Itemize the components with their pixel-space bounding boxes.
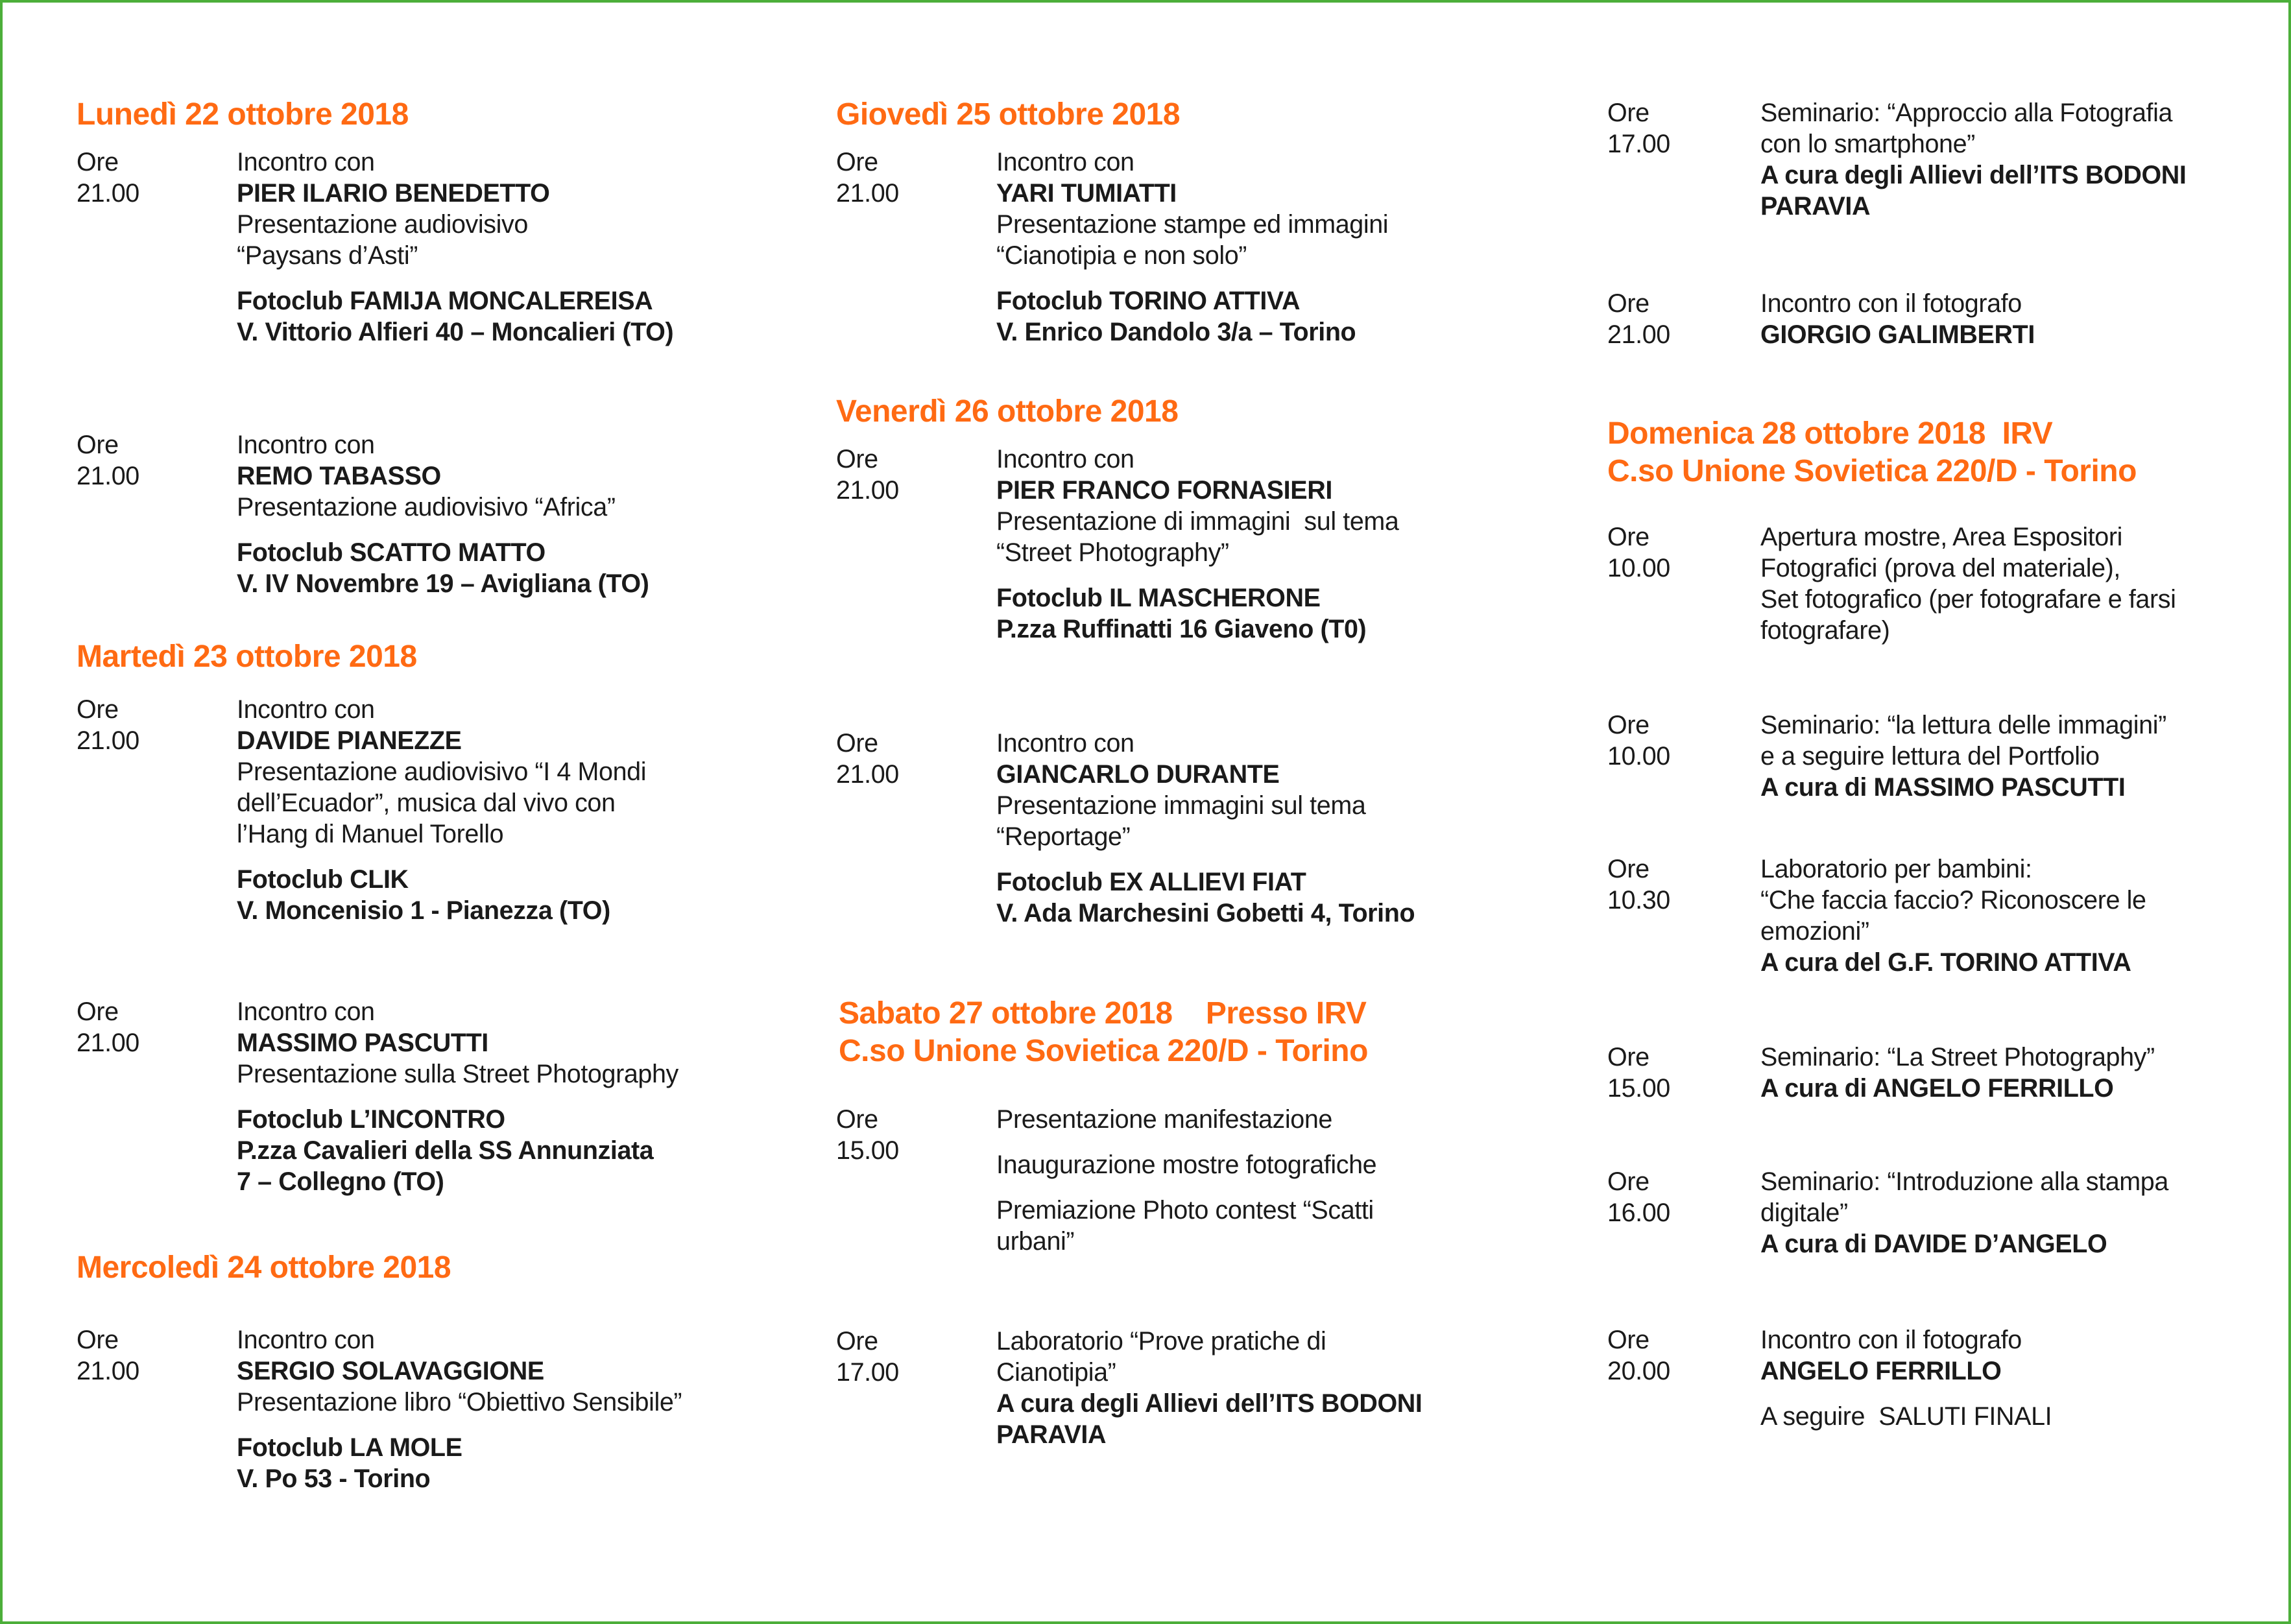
- time-label: Ore: [1607, 523, 1649, 551]
- event-time: [1607, 1166, 1763, 1228]
- event-details: [237, 429, 649, 599]
- event-text: urbani”: [996, 1227, 1075, 1256]
- event-highlight: REMO TABASSO: [237, 462, 441, 490]
- time-label: Ore: [836, 1105, 878, 1134]
- day-heading: [77, 638, 417, 676]
- event-highlight: Fotoclub IL MASCHERONE: [996, 584, 1321, 612]
- day-heading-line: Mercoledì 24 ottobre 2018: [77, 1250, 451, 1285]
- event-details: [1760, 288, 2035, 350]
- day-heading: [836, 96, 1180, 134]
- event-details: [996, 1326, 1422, 1450]
- event-text: Cianotipia”: [996, 1358, 1116, 1387]
- event-text: Presentazione di immagini sul tema: [996, 507, 1399, 536]
- time-value: 21.00: [1607, 320, 1670, 349]
- event-details: [1760, 1166, 2168, 1260]
- event-text: Presentazione audiovisivo “Africa”: [237, 493, 616, 521]
- event-details: [996, 728, 1415, 929]
- event-text: Incontro con il fotografo: [1760, 1326, 2022, 1354]
- event-text: digitale”: [1760, 1199, 1848, 1227]
- time-label: Ore: [1607, 1326, 1649, 1354]
- event-highlight: Fotoclub LA MOLE: [237, 1433, 462, 1462]
- day-heading: [77, 1249, 451, 1287]
- event-time: [836, 444, 992, 506]
- time-value: 21.00: [77, 179, 139, 208]
- event-details: [1760, 710, 2166, 803]
- event-details: [1760, 97, 2187, 222]
- spacer: [237, 1090, 678, 1104]
- event-text: con lo smartphone”: [1760, 130, 1975, 158]
- time-label: Ore: [836, 148, 878, 176]
- event-text: “Street Photography”: [996, 538, 1229, 567]
- event-time: [836, 147, 992, 209]
- time-value: 17.00: [1607, 130, 1670, 158]
- event-text: Laboratorio “Prove pratiche di: [996, 1327, 1326, 1355]
- day-heading: [836, 393, 1178, 431]
- event-details: [1760, 1042, 2155, 1104]
- day-heading-line: C.so Unione Sovietica 220/D - Torino: [1607, 454, 2137, 488]
- event-details: [237, 147, 673, 348]
- event-text: Presentazione immagini sul tema: [996, 791, 1366, 820]
- event-text: Presentazione audiovisivo “I 4 Mondi: [237, 758, 647, 786]
- event-text: “Cianotipia e non solo”: [996, 241, 1247, 270]
- time-value: 17.00: [836, 1358, 899, 1387]
- event-text: Seminario: “la lettura delle immagini”: [1760, 711, 2166, 739]
- time-value: 10.00: [1607, 554, 1670, 582]
- event-text: Presentazione manifestazione: [996, 1105, 1332, 1134]
- day-heading-line: Lunedì 22 ottobre 2018: [77, 97, 409, 132]
- event-details: [237, 1324, 682, 1494]
- event-time: [1607, 1324, 1763, 1387]
- event-time: [1607, 854, 1763, 916]
- event-text: A seguire SALUTI FINALI: [1760, 1402, 2052, 1431]
- event-highlight: PARAVIA: [1760, 192, 1871, 221]
- spacer: [237, 271, 673, 285]
- event-details: [996, 147, 1388, 348]
- event-highlight: P.zza Cavalieri della SS Annunziata: [237, 1136, 654, 1165]
- day-heading: [839, 995, 1368, 1070]
- event-text: Presentazione libro “Obiettivo Sensibile”: [237, 1388, 682, 1416]
- time-value: 20.00: [1607, 1357, 1670, 1385]
- event-highlight: Fotoclub FAMIJA MONCALEREISA: [237, 287, 653, 315]
- time-value: 15.00: [1607, 1074, 1670, 1103]
- time-label: Ore: [1607, 855, 1649, 883]
- time-label: Ore: [1607, 1043, 1649, 1071]
- event-text: Seminario: “Approccio alla Fotografia: [1760, 99, 2173, 127]
- day-heading: [1607, 415, 2137, 490]
- event-text: Incontro con: [237, 997, 375, 1026]
- time-label: Ore: [77, 695, 119, 724]
- event-highlight: P.zza Ruffinatti 16 Giaveno (T0): [996, 615, 1367, 643]
- day-heading: [77, 96, 409, 134]
- event-highlight: A cura del G.F. TORINO ATTIVA: [1760, 948, 2131, 977]
- event-text: Incontro con: [237, 148, 375, 176]
- event-text: Presentazione stampe ed immagini: [996, 210, 1389, 239]
- event-text: “Paysans d’Asti”: [237, 241, 418, 270]
- event-text: emozioni”: [1760, 917, 1869, 946]
- event-details: [1760, 521, 2176, 646]
- event-time: [77, 1324, 232, 1387]
- time-label: Ore: [836, 445, 878, 473]
- day-heading-line: Sabato 27 ottobre 2018 Presso IRV: [839, 996, 1367, 1031]
- event-highlight: YARI TUMIATTI: [996, 179, 1177, 208]
- event-highlight: Fotoclub EX ALLIEVI FIAT: [996, 868, 1306, 896]
- event-highlight: V. Moncenisio 1 - Pianezza (TO): [237, 896, 610, 925]
- event-time: [77, 147, 232, 209]
- event-text: Presentazione audiovisivo: [237, 210, 528, 239]
- event-text: Seminario: “Introduzione alla stampa: [1760, 1167, 2168, 1196]
- time-label: Ore: [836, 729, 878, 758]
- event-text: Inaugurazione mostre fotografiche: [996, 1151, 1377, 1179]
- event-highlight: V. Vittorio Alfieri 40 – Moncalieri (TO): [237, 318, 674, 346]
- time-value: 15.00: [836, 1136, 899, 1165]
- event-details: [237, 996, 678, 1197]
- event-time: [77, 996, 232, 1058]
- spacer: [996, 1135, 1376, 1149]
- event-highlight: SERGIO SOLAVAGGIONE: [237, 1357, 544, 1385]
- event-text: Laboratorio per bambini:: [1760, 855, 2032, 883]
- event-details: [237, 694, 646, 926]
- time-value: 21.00: [836, 760, 899, 789]
- event-text: Incontro con: [996, 729, 1134, 758]
- event-details: [1760, 854, 2146, 978]
- event-text: “Che faccia faccio? Riconoscere le: [1760, 886, 2146, 914]
- event-highlight: A cura degli Allievi dell’ITS BODONI: [1760, 161, 2187, 189]
- event-time: [836, 1104, 992, 1166]
- time-label: Ore: [1607, 99, 1649, 127]
- time-label: Ore: [1607, 1167, 1649, 1196]
- event-text: Premiazione Photo contest “Scatti: [996, 1196, 1374, 1224]
- day-heading-line: Domenica 28 ottobre 2018 IRV: [1607, 416, 2053, 451]
- event-text: Incontro con: [237, 695, 375, 724]
- spacer: [996, 852, 1415, 866]
- time-value: 10.30: [1607, 886, 1670, 914]
- event-time: [1607, 288, 1763, 350]
- event-highlight: Fotoclub CLIK: [237, 865, 409, 894]
- event-highlight: Fotoclub TORINO ATTIVA: [996, 287, 1301, 315]
- event-highlight: A cura di ANGELO FERRILLO: [1760, 1074, 2114, 1103]
- event-highlight: A cura degli Allievi dell’ITS BODONI: [996, 1389, 1422, 1418]
- event-highlight: A cura di MASSIMO PASCUTTI: [1760, 773, 2126, 802]
- time-value: 21.00: [77, 462, 139, 490]
- event-time: [1607, 710, 1763, 772]
- event-text: Incontro con il fotografo: [1760, 289, 2022, 318]
- time-value: 21.00: [836, 476, 899, 505]
- spacer: [996, 568, 1399, 582]
- day-heading-line: C.so Unione Sovietica 220/D - Torino: [839, 1034, 1368, 1068]
- event-highlight: V. Ada Marchesini Gobetti 4, Torino: [996, 899, 1415, 927]
- event-time: [77, 429, 232, 492]
- event-highlight: DAVIDE PIANEZZE: [237, 726, 462, 755]
- time-label: Ore: [77, 148, 119, 176]
- spacer: [1760, 1387, 2052, 1401]
- time-label: Ore: [1607, 711, 1649, 739]
- event-details: [996, 1104, 1376, 1257]
- event-time: [1607, 1042, 1763, 1104]
- event-highlight: V. Po 53 - Torino: [237, 1464, 431, 1493]
- event-text: Fotografici (prova del materiale),: [1760, 554, 2120, 582]
- spacer: [996, 271, 1388, 285]
- spacer: [237, 1418, 682, 1432]
- time-value: 16.00: [1607, 1199, 1670, 1227]
- day-heading-line: Martedì 23 ottobre 2018: [77, 639, 417, 674]
- event-highlight: MASSIMO PASCUTTI: [237, 1029, 488, 1057]
- event-time: [77, 694, 232, 756]
- time-value: 21.00: [77, 1357, 139, 1385]
- time-label: Ore: [77, 997, 119, 1026]
- event-text: Seminario: “La Street Photography”: [1760, 1043, 2155, 1071]
- spacer: [237, 850, 646, 864]
- event-text: Incontro con: [237, 1326, 375, 1354]
- time-value: 10.00: [1607, 742, 1670, 770]
- event-text: Incontro con: [996, 148, 1134, 176]
- time-label: Ore: [836, 1327, 878, 1355]
- time-value: 21.00: [836, 179, 899, 208]
- event-highlight: Fotoclub SCATTO MATTO: [237, 538, 546, 567]
- time-value: 21.00: [77, 1029, 139, 1057]
- spacer: [237, 523, 649, 537]
- event-text: “Reportage”: [996, 822, 1131, 851]
- event-highlight: ANGELO FERRILLO: [1760, 1357, 2002, 1385]
- event-text: e a seguire lettura del Portfolio: [1760, 742, 2100, 770]
- event-time: [1607, 97, 1763, 160]
- event-text: fotografare): [1760, 616, 1890, 645]
- event-highlight: A cura di DAVIDE D’ANGELO: [1760, 1230, 2107, 1258]
- event-text: Incontro con: [237, 431, 375, 459]
- time-value: 21.00: [77, 726, 139, 755]
- event-text: Set fotografico (per fotografare e farsi: [1760, 585, 2176, 614]
- event-text: Apertura mostre, Area Espositori: [1760, 523, 2123, 551]
- event-highlight: PARAVIA: [996, 1420, 1107, 1449]
- event-highlight: PIER ILARIO BENEDETTO: [237, 179, 550, 208]
- spacer: [996, 1180, 1376, 1195]
- event-highlight: GIANCARLO DURANTE: [996, 760, 1280, 789]
- event-details: [1760, 1324, 2052, 1432]
- time-label: Ore: [77, 431, 119, 459]
- event-time: [836, 728, 992, 790]
- time-label: Ore: [77, 1326, 119, 1354]
- event-highlight: 7 – Collegno (TO): [237, 1167, 444, 1196]
- event-text: l’Hang di Manuel Torello: [237, 820, 504, 848]
- event-highlight: V. Enrico Dandolo 3/a – Torino: [996, 318, 1356, 346]
- time-label: Ore: [1607, 289, 1649, 318]
- event-time: [1607, 521, 1763, 584]
- event-text: dell’Ecuador”, musica dal vivo con: [237, 789, 616, 817]
- event-highlight: PIER FRANCO FORNASIERI: [996, 476, 1332, 505]
- event-highlight: Fotoclub L’INCONTRO: [237, 1105, 505, 1134]
- event-text: Incontro con: [996, 445, 1134, 473]
- day-heading-line: Giovedì 25 ottobre 2018: [836, 97, 1181, 132]
- day-heading-line: Venerdì 26 ottobre 2018: [836, 394, 1179, 429]
- event-time: [836, 1326, 992, 1388]
- event-highlight: V. IV Novembre 19 – Avigliana (TO): [237, 569, 649, 598]
- event-details: [996, 444, 1399, 645]
- event-text: Presentazione sulla Street Photography: [237, 1060, 678, 1088]
- event-highlight: GIORGIO GALIMBERTI: [1760, 320, 2035, 349]
